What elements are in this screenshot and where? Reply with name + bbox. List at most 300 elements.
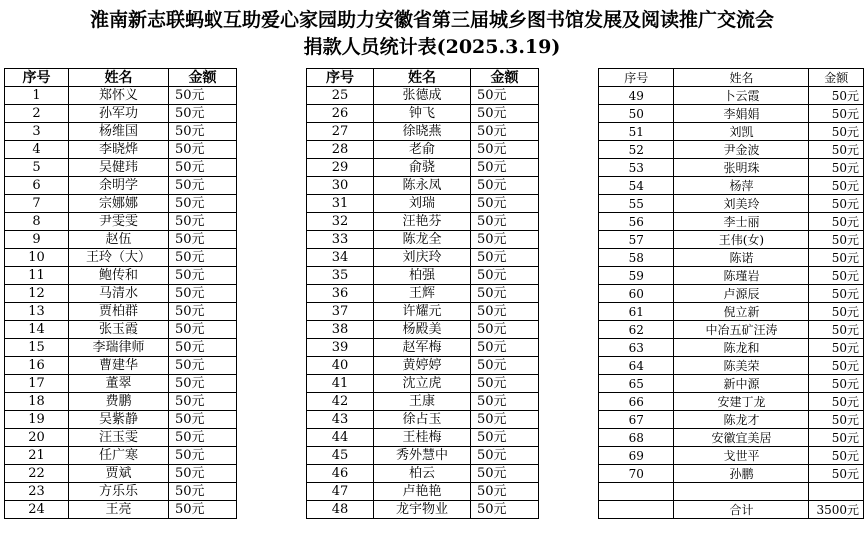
row-number: 44 [307,429,374,447]
donation-amount: 50元 [471,501,539,519]
row-number: 18 [5,393,69,411]
donor-name: 龙宇物业 [374,501,471,519]
donor-name: 张明珠 [674,159,809,177]
donor-name: 王伟(女) [674,231,809,249]
table-header-row [599,69,864,87]
donation-amount: 50元 [169,213,237,231]
row-number: 26 [307,105,374,123]
donor-name: 汪玉雯 [69,429,169,447]
donation-amount: 50元 [809,249,864,267]
donor-name: 曹建华 [69,357,169,375]
row-number: 41 [307,375,374,393]
donation-amount: 50元 [471,123,539,141]
donation-amount: 50元 [169,123,237,141]
donation-amount: 50元 [169,141,237,159]
donor-name: 新中源 [674,375,809,393]
table-row [599,231,864,249]
donation-amount: 50元 [471,141,539,159]
table-row [599,141,864,159]
table-row [307,429,539,447]
row-number: 51 [599,123,674,141]
row-number: 35 [307,267,374,285]
row-number: 25 [307,87,374,105]
row-number: 54 [599,177,674,195]
donor-name: 柏强 [374,267,471,285]
row-number: 70 [599,465,674,483]
donation-amount: 50元 [809,195,864,213]
donation-amount: 50元 [471,465,539,483]
donation-amount: 50元 [471,267,539,285]
donor-name: 吴健玮 [69,159,169,177]
donor-name: 汪艳芬 [374,213,471,231]
donation-amount: 50元 [471,429,539,447]
table-row [5,213,237,231]
donation-amount: 50元 [809,303,864,321]
header-amount: 金额 [471,69,539,87]
donation-amount: 50元 [169,159,237,177]
row-number: 43 [307,411,374,429]
donor-name: 卜云霞 [674,87,809,105]
row-number: 3 [5,123,69,141]
row-number: 49 [599,87,674,105]
donation-amount: 50元 [169,375,237,393]
row-number: 56 [599,213,674,231]
header-no: 序号 [5,69,69,87]
donor-name: 李士丽 [674,213,809,231]
donation-amount: 50元 [169,231,237,249]
table-row [307,501,539,519]
row-number: 9 [5,231,69,249]
donor-name: 赵军梅 [374,339,471,357]
donation-amount: 50元 [809,465,864,483]
donor-name: 张德成 [374,87,471,105]
row-number: 61 [599,303,674,321]
donation-amount: 50元 [809,393,864,411]
row-number: 65 [599,375,674,393]
table-row [599,375,864,393]
donation-amount: 50元 [169,285,237,303]
donor-name: 余明学 [69,177,169,195]
donor-name: 戈世平 [674,447,809,465]
header-name: 姓名 [374,69,471,87]
row-number: 68 [599,429,674,447]
table-row [599,249,864,267]
donation-amount: 50元 [809,447,864,465]
donor-name: 许耀元 [374,303,471,321]
donation-amount: 50元 [809,321,864,339]
table-header-row [307,69,539,87]
table-row [307,249,539,267]
row-number: 32 [307,213,374,231]
row-number: 59 [599,267,674,285]
donor-name: 宗娜娜 [69,195,169,213]
donation-amount: 50元 [169,429,237,447]
table-row [5,483,237,501]
donation-amount: 50元 [471,303,539,321]
row-number: 27 [307,123,374,141]
donor-name: 徐占玉 [374,411,471,429]
row-number: 30 [307,177,374,195]
table-row [599,321,864,339]
row-number: 21 [5,447,69,465]
row-number: 33 [307,231,374,249]
donor-name: 徐晓燕 [374,123,471,141]
donor-name: 卢源辰 [674,285,809,303]
donor-name: 安徽宜美居 [674,429,809,447]
row-number: 67 [599,411,674,429]
total-row [599,501,864,519]
table-row [307,177,539,195]
donor-name: 李娟娟 [674,105,809,123]
table-row [307,231,539,249]
donor-name: 刘瑞 [374,195,471,213]
row-number: 36 [307,285,374,303]
donation-amount: 50元 [471,483,539,501]
donor-name: 沈立虎 [374,375,471,393]
donor-name: 黄婷婷 [374,357,471,375]
empty-cell [599,501,674,519]
donation-amount: 50元 [471,105,539,123]
donation-amount: 50元 [169,87,237,105]
donor-name: 贾柏群 [69,303,169,321]
table-row [307,213,539,231]
donor-name: 陈瑾岩 [674,267,809,285]
row-number: 37 [307,303,374,321]
row-number: 16 [5,357,69,375]
donation-amount: 50元 [169,339,237,357]
donor-name: 王桂梅 [374,429,471,447]
row-number: 29 [307,159,374,177]
donation-amount: 50元 [471,339,539,357]
row-number: 5 [5,159,69,177]
donation-amount: 50元 [809,429,864,447]
donor-name: 费鹏 [69,393,169,411]
donor-name: 李瑞律师 [69,339,169,357]
donor-name: 俞骁 [374,159,471,177]
donor-name: 方乐乐 [69,483,169,501]
donor-name: 钟飞 [374,105,471,123]
table-row [599,339,864,357]
header-amount: 金额 [169,69,237,87]
donation-amount: 50元 [809,141,864,159]
row-number: 13 [5,303,69,321]
table-row [5,123,237,141]
table-row [5,285,237,303]
table-row [599,195,864,213]
table-row [5,465,237,483]
donation-amount: 50元 [471,87,539,105]
donor-name: 陈诺 [674,249,809,267]
table-row [5,231,237,249]
row-number: 22 [5,465,69,483]
donation-amount: 50元 [809,123,864,141]
donation-amount: 50元 [809,231,864,249]
row-number: 38 [307,321,374,339]
table-row [599,429,864,447]
donation-amount: 50元 [471,411,539,429]
table-row [599,285,864,303]
donation-amount: 50元 [471,393,539,411]
donor-name: 陈美荣 [674,357,809,375]
header-amount: 金额 [809,69,864,87]
table-row [599,87,864,105]
table-row [5,267,237,285]
donor-name: 刘凯 [674,123,809,141]
row-number: 58 [599,249,674,267]
donation-amount: 50元 [169,465,237,483]
donation-amount: 50元 [809,339,864,357]
table-body-2 [307,87,539,519]
table-row [307,123,539,141]
header-no: 序号 [307,69,374,87]
empty-cell [674,483,809,501]
table-row [599,411,864,429]
table-row [5,195,237,213]
row-number: 42 [307,393,374,411]
table-body-3 [599,87,864,519]
donation-amount: 50元 [471,177,539,195]
donation-amount: 50元 [471,375,539,393]
donation-amount: 50元 [169,267,237,285]
table-row [307,267,539,285]
row-number: 11 [5,267,69,285]
donor-name: 尹雯雯 [69,213,169,231]
table-body-1 [5,87,237,519]
donation-amount: 50元 [169,195,237,213]
row-number: 2 [5,105,69,123]
donation-amount: 50元 [169,411,237,429]
donation-amount: 50元 [809,87,864,105]
table-row [307,105,539,123]
donor-name: 马清水 [69,285,169,303]
empty-cell [599,483,674,501]
donation-amount: 50元 [169,177,237,195]
donor-name: 赵伍 [69,231,169,249]
empty-row [599,483,864,501]
donation-amount: 50元 [169,501,237,519]
table-row [307,285,539,303]
table-row [5,87,237,105]
table-row [599,123,864,141]
table-row [5,105,237,123]
table-row [307,321,539,339]
row-number: 10 [5,249,69,267]
row-number: 64 [599,357,674,375]
row-number: 4 [5,141,69,159]
donation-amount: 50元 [471,249,539,267]
donor-name: 陈龙和 [674,339,809,357]
header-name: 姓名 [69,69,169,87]
donor-name: 尹金波 [674,141,809,159]
row-number: 62 [599,321,674,339]
row-number: 40 [307,357,374,375]
table-row [599,393,864,411]
donor-name: 王玲（大） [69,249,169,267]
row-number: 60 [599,285,674,303]
row-number: 15 [5,339,69,357]
donor-name: 老俞 [374,141,471,159]
donation-amount: 50元 [809,177,864,195]
donation-amount: 50元 [471,285,539,303]
table-row [599,465,864,483]
donation-amount: 50元 [169,105,237,123]
table-row [5,429,237,447]
donor-name: 鲍传和 [69,267,169,285]
table-row [307,411,539,429]
title-line-1: 淮南新志联蚂蚁互助爱心家园助力安徽省第三届城乡图书馆发展及阅读推广交流会 [89,9,774,31]
donor-name: 孙鹏 [674,465,809,483]
donor-name: 陈龙才 [674,411,809,429]
donor-name: 陈龙全 [374,231,471,249]
row-number: 8 [5,213,69,231]
donation-amount: 50元 [471,213,539,231]
table-row [5,393,237,411]
header-no: 序号 [599,69,674,87]
row-number: 50 [599,105,674,123]
donor-table-1 [4,68,237,519]
table-row [307,195,539,213]
donor-name: 秀外慧中 [374,447,471,465]
donation-amount: 50元 [471,231,539,249]
table-row [307,375,539,393]
table-row [307,141,539,159]
table-row [5,411,237,429]
donor-name: 王辉 [374,285,471,303]
title-line-2: 捐款人员统计表(2025.3.19) [303,36,561,58]
donation-amount: 50元 [809,411,864,429]
row-number: 47 [307,483,374,501]
donation-amount: 50元 [809,159,864,177]
donor-name: 卢艳艳 [374,483,471,501]
table-row [307,303,539,321]
row-number: 55 [599,195,674,213]
donor-name: 陈永凤 [374,177,471,195]
row-number: 6 [5,177,69,195]
table-row [5,339,237,357]
donor-name: 刘美玲 [674,195,809,213]
table-row [307,465,539,483]
donor-name: 杨萍 [674,177,809,195]
empty-cell [809,483,864,501]
table-row [599,267,864,285]
donation-amount: 50元 [169,357,237,375]
row-number: 19 [5,411,69,429]
donation-amount: 50元 [471,357,539,375]
table-row [5,501,237,519]
donation-amount: 50元 [809,213,864,231]
table-row [5,141,237,159]
row-number: 24 [5,501,69,519]
donation-amount: 50元 [169,321,237,339]
row-number: 52 [599,141,674,159]
donation-amount: 50元 [169,483,237,501]
donor-name: 杨殿美 [374,321,471,339]
table-row [5,375,237,393]
table-row [5,177,237,195]
table-row [5,249,237,267]
row-number: 17 [5,375,69,393]
donation-amount: 50元 [169,447,237,465]
table-row [307,447,539,465]
row-number: 39 [307,339,374,357]
donor-name: 中冶五矿汪涛 [674,321,809,339]
row-number: 20 [5,429,69,447]
table-row [599,177,864,195]
table-row [5,303,237,321]
donation-amount: 50元 [169,249,237,267]
donation-amount: 50元 [471,321,539,339]
table-row [307,357,539,375]
row-number: 48 [307,501,374,519]
row-number: 69 [599,447,674,465]
table-row [307,87,539,105]
donor-name: 孙军功 [69,105,169,123]
row-number: 14 [5,321,69,339]
donor-name: 吴紫静 [69,411,169,429]
row-number: 46 [307,465,374,483]
row-number: 23 [5,483,69,501]
donor-name: 刘庆玲 [374,249,471,267]
donor-name: 张玉霞 [69,321,169,339]
donor-name: 李晓烨 [69,141,169,159]
donation-amount: 50元 [809,105,864,123]
donation-amount: 50元 [471,159,539,177]
row-number: 34 [307,249,374,267]
donation-amount: 50元 [471,195,539,213]
table-row [599,105,864,123]
donation-amount: 50元 [169,393,237,411]
row-number: 12 [5,285,69,303]
donor-name: 杨维国 [69,123,169,141]
table-row [5,357,237,375]
donor-name: 王亮 [69,501,169,519]
row-number: 31 [307,195,374,213]
donation-amount: 50元 [169,303,237,321]
table-row [5,447,237,465]
row-number: 63 [599,339,674,357]
donation-amount: 50元 [809,267,864,285]
donation-amount: 50元 [809,375,864,393]
donor-table-2 [306,68,539,519]
total-amount: 3500元 [809,501,864,519]
table-header-row [5,69,237,87]
table-row [307,483,539,501]
donor-name: 董翠 [69,375,169,393]
donor-name: 倪立新 [674,303,809,321]
donation-amount: 50元 [809,357,864,375]
table-row [599,303,864,321]
table-row [307,339,539,357]
donor-name: 郑怀义 [69,87,169,105]
donor-name: 安建丁龙 [674,393,809,411]
donor-name: 任广寒 [69,447,169,465]
donor-name: 贾斌 [69,465,169,483]
header-name: 姓名 [674,69,809,87]
total-label: 合计 [674,501,809,519]
table-row [599,159,864,177]
table-row [5,321,237,339]
donation-amount: 50元 [809,285,864,303]
row-number: 66 [599,393,674,411]
row-number: 28 [307,141,374,159]
donor-table-3 [598,68,864,519]
table-row [599,447,864,465]
row-number: 57 [599,231,674,249]
table-row [307,393,539,411]
row-number: 1 [5,87,69,105]
donation-amount: 50元 [471,447,539,465]
table-row [307,159,539,177]
